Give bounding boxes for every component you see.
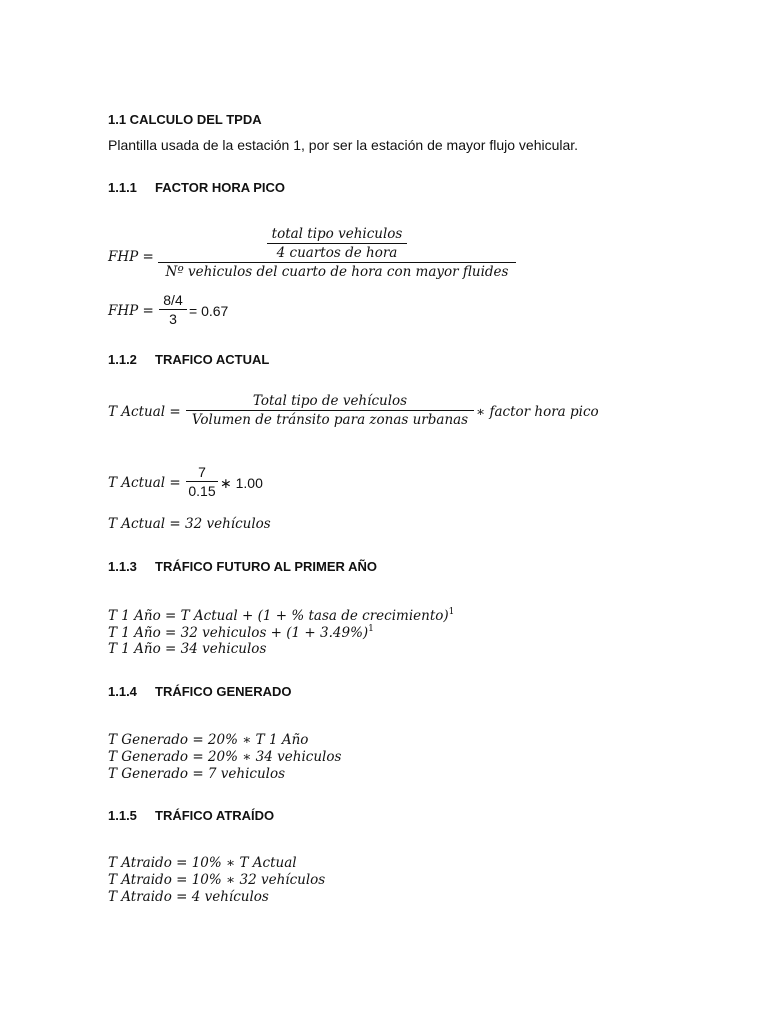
section-title: TRÁFICO ATRAÍDO	[155, 808, 275, 823]
section-number: 1.1.2	[108, 352, 137, 367]
atraido-line-2: T Atraido = 10% ∗ 32 vehículos	[108, 872, 326, 888]
section-title: TRÁFICO FUTURO AL PRIMER AÑO	[155, 559, 377, 574]
fhp-calc-result: = 0.67	[189, 303, 229, 319]
actual-result: T Actual = 32 vehículos	[108, 516, 271, 532]
atraido-line-1: T Atraido = 10% ∗ T Actual	[108, 855, 297, 871]
section-number: 1.1.1	[108, 180, 137, 195]
futuro-line-1	[108, 607, 454, 624]
fraction-bar	[158, 262, 516, 263]
fhp-denominator: Nº vehiculos del cuarto de hora con mayor fluides	[165, 264, 509, 280]
intro-paragraph: Plantilla usada de la estación 1, por ser la estación de mayor flujo vehicular.	[108, 137, 579, 153]
section-title: FACTOR HORA PICO	[155, 180, 286, 195]
actual-numerator: Total tipo de vehículos	[252, 393, 408, 409]
actual-calc-lhs: T Actual =	[108, 475, 181, 491]
document-title: 1.1 CALCULO DEL TPDA	[108, 112, 262, 127]
section-title: TRAFICO ACTUAL	[155, 352, 270, 367]
fraction-bar	[186, 481, 218, 482]
fhp-inner-numerator: total tipo vehiculos	[271, 226, 403, 242]
fraction-bar	[267, 243, 407, 244]
generado-line-3: T Generado = 7 vehiculos	[108, 766, 286, 782]
actual-denominator: Volumen de tránsito para zonas urbanas	[191, 412, 469, 428]
exponent: 1	[448, 607, 455, 617]
fraction-bar	[186, 410, 474, 411]
futuro-line-1-text: T 1 Año = T Actual + (1 + % tasa de crecimiento)	[108, 608, 449, 624]
section-number: 1.1.5	[108, 808, 137, 823]
fhp-lhs: FHP =	[108, 249, 154, 265]
generado-line-2: T Generado = 20% ∗ 34 vehiculos	[108, 749, 342, 765]
exponent: 1	[368, 624, 374, 634]
actual-calc-denominator: 0.15	[188, 483, 216, 499]
section-number: 1.1.4	[108, 684, 137, 699]
atraido-line-3: T Atraido = 4 vehículos	[108, 889, 269, 905]
actual-calc-rhs: ∗ 1.00	[220, 475, 263, 491]
generado-line-1: T Generado = 20% ∗ T 1 Año	[108, 732, 309, 748]
fhp-calc-fraction	[159, 292, 187, 327]
actual-fraction	[186, 393, 474, 428]
fhp-fraction	[158, 226, 516, 280]
actual-lhs: T Actual =	[108, 404, 181, 420]
fhp-calc-denominator: 3	[169, 311, 177, 327]
fhp-inner-denominator: 4 cuartos de hora	[276, 245, 398, 261]
section-title: TRÁFICO GENERADO	[155, 684, 292, 699]
futuro-line-2-text: T 1 Año = 32 vehiculos + (1 + 3.49%)	[108, 625, 369, 641]
actual-calc-fraction	[186, 464, 218, 499]
fhp-inner-fraction	[267, 226, 407, 261]
actual-calc-numerator: 7	[198, 464, 206, 480]
actual-rhs: ∗ factor hora pico	[476, 404, 599, 420]
fhp-calc-numerator: 8/4	[163, 292, 183, 308]
futuro-line-3: T 1 Año = 34 vehiculos	[108, 641, 267, 657]
fraction-bar	[159, 309, 187, 310]
fhp-calc-lhs: FHP =	[108, 303, 154, 319]
futuro-line-2	[108, 624, 374, 641]
section-number: 1.1.3	[108, 559, 137, 574]
